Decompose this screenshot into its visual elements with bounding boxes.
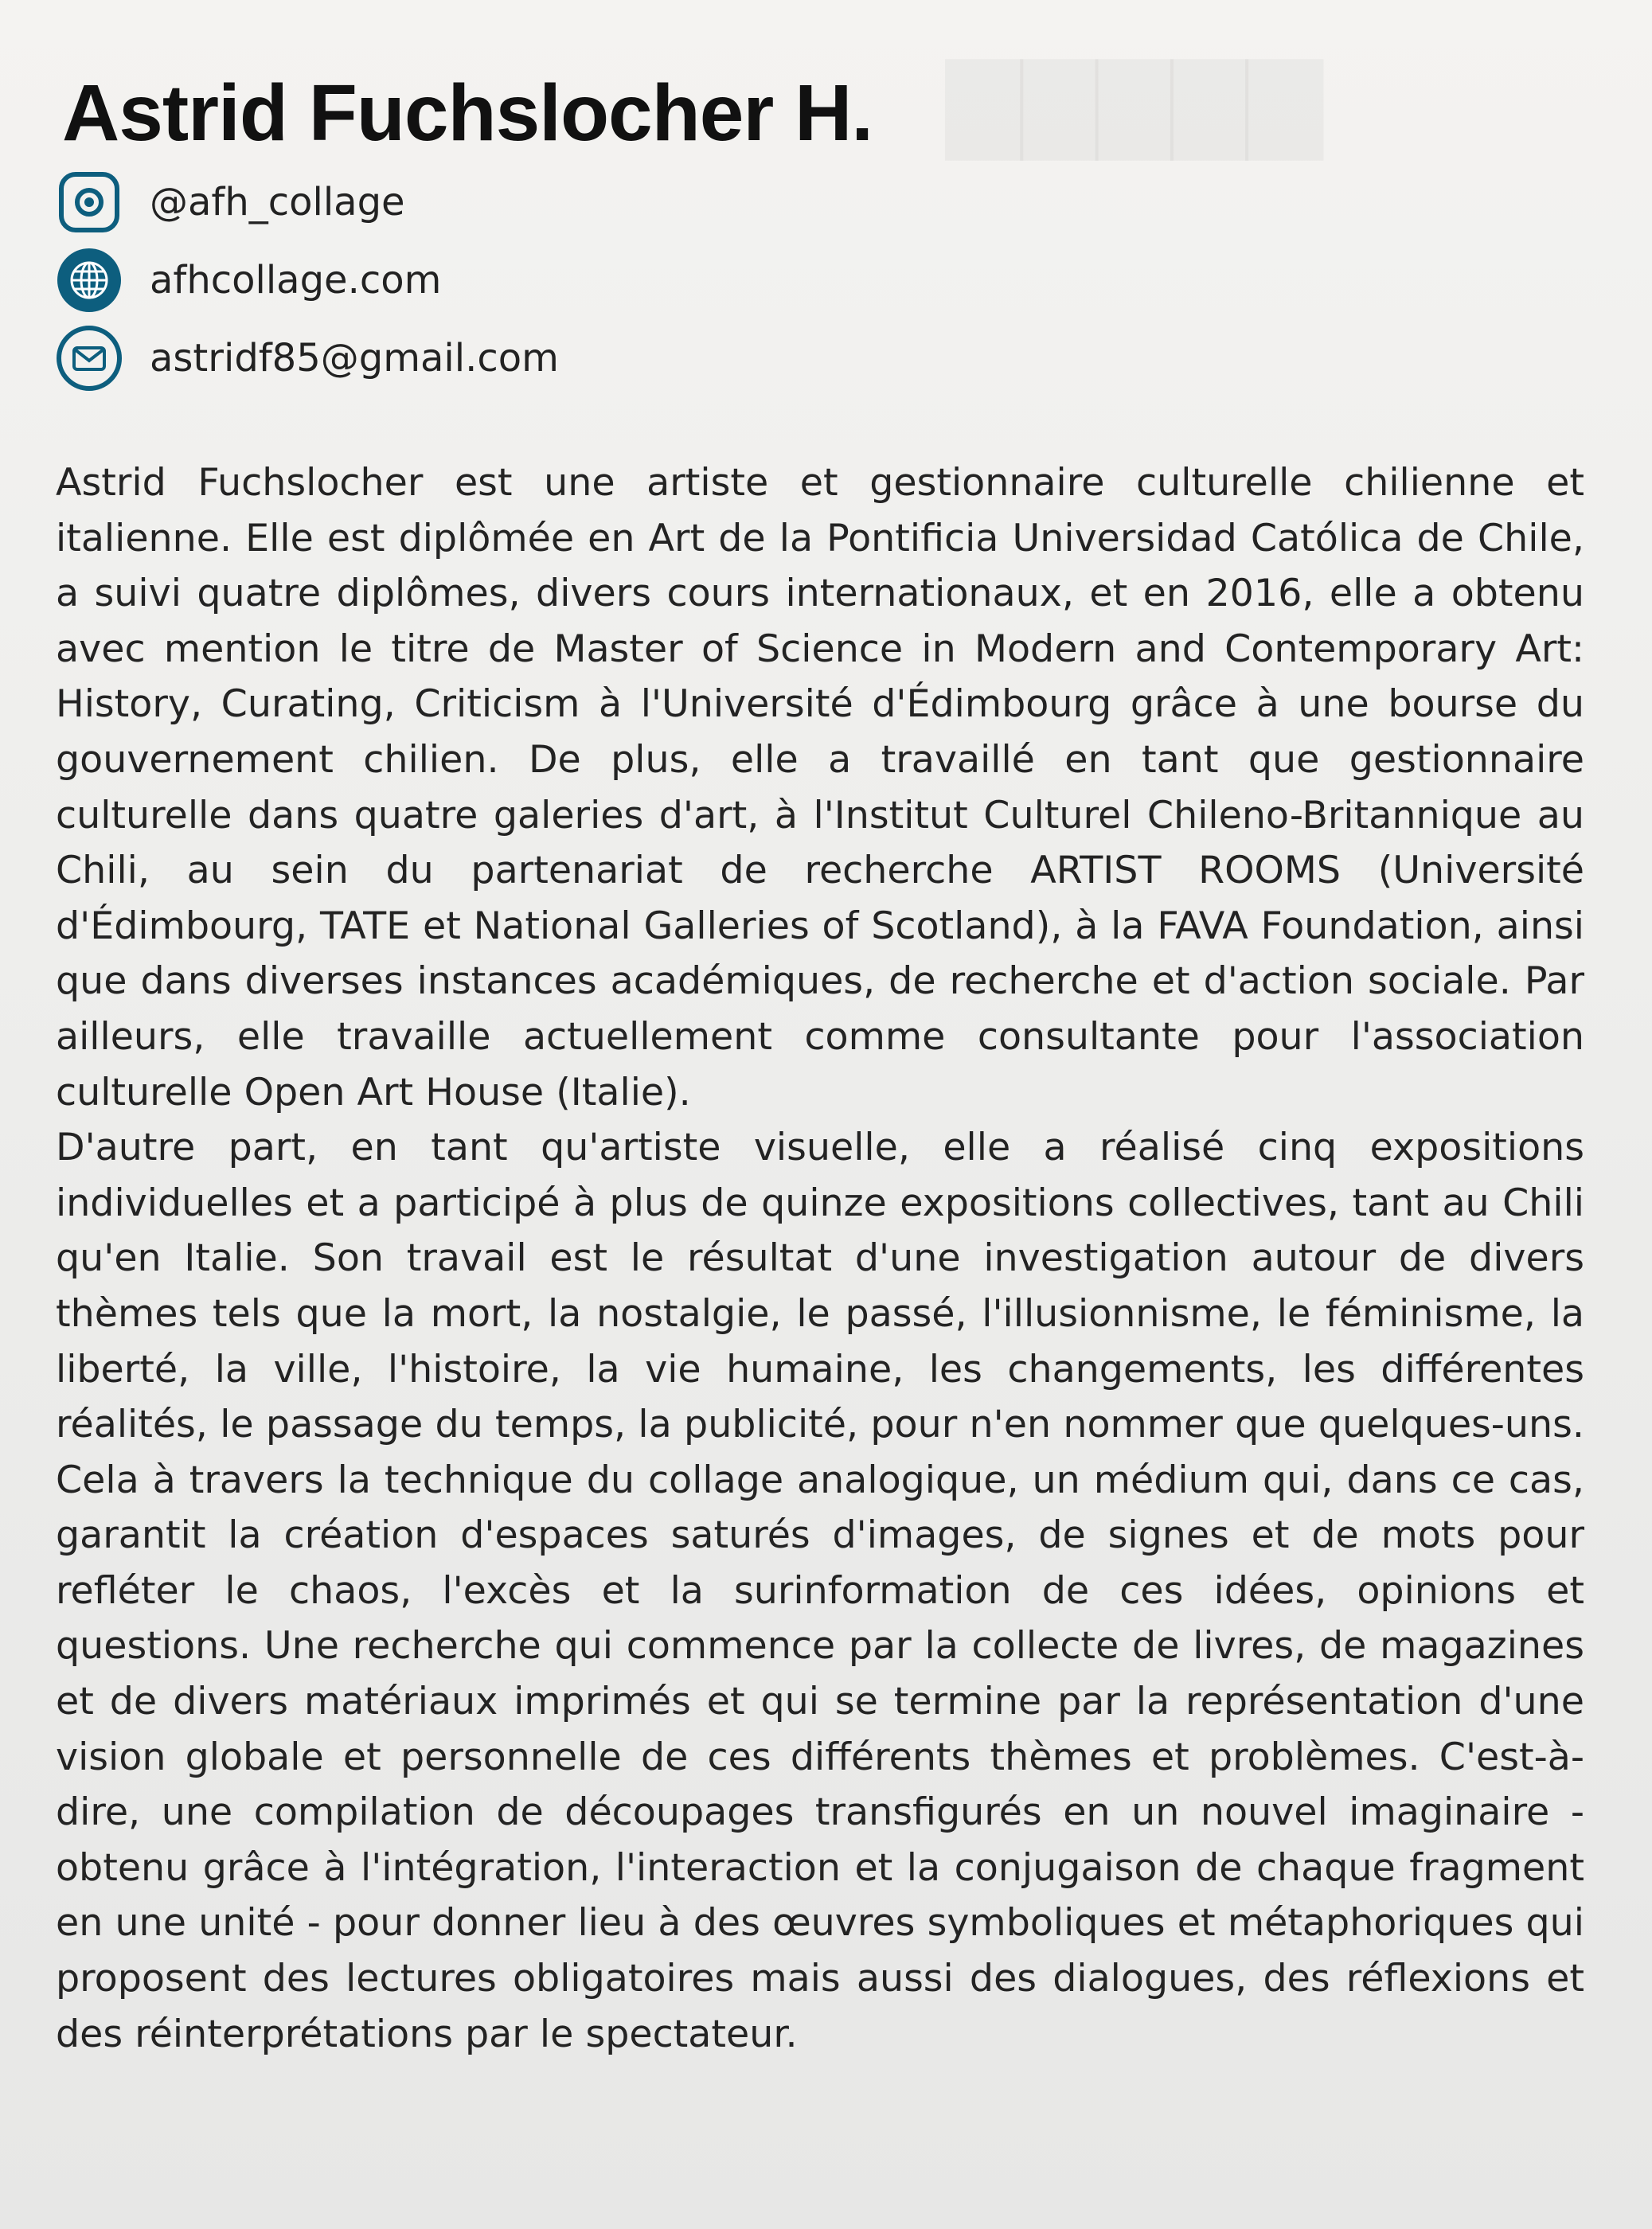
website-url: afhcollage.com: [150, 258, 442, 303]
email-address: astridf85@gmail.com: [150, 336, 559, 381]
biography: [56, 455, 1584, 2062]
globe-icon: [56, 247, 123, 314]
contact-email[interactable]: [56, 319, 559, 397]
contact-list: [56, 163, 559, 397]
artist-name: Astrid Fuchslocher H.: [62, 68, 873, 158]
mail-icon: [56, 325, 123, 392]
contact-instagram[interactable]: [56, 163, 559, 241]
bio-paragraph-1: Astrid Fuchslocher est une artiste et gestionnaire culturelle chilienne et italienne. Elle est diplômée en Art de la Pontificia Universidad Católica de Chile, a suivi quatre diplômes, divers cours internationaux, et en 2016, elle a obtenu avec mention le titre de Master of Science in Modern and Contemporary Art: History, Curating, Criticism à l'Université d'Édimbourg grâce à une bourse du gouvernement chilien. De plus, elle a travaillé en tant que gestionnaire culturelle dans quatre galeries d'art, à l'Institut Culturel Chileno-Britannique au Chili, au sein du partenariat de recherche ARTIST ROOMS (Université d'Édimbourg, TATE et National Galleries of Scotland), à la FAVA Foundation, ainsi que dans diverses instances académiques, de recherche et d'action sociale. Par ailleurs, elle travaille actuellement comme consultante pour l'association culturelle Open Art House (Italie).: [56, 461, 1584, 1114]
contact-website[interactable]: [56, 241, 559, 319]
instagram-icon: [56, 169, 123, 236]
instagram-handle: @afh_collage: [150, 180, 405, 224]
bleed-through-shadow: [947, 48, 1322, 158]
bio-paragraph-2: D'autre part, en tant qu'artiste visuelle, elle a réalisé cinq expositions individuelles et a participé à plus de quinze expositions collectives, tant au Chili qu'en Italie. Son travail est le résultat d'une investigation autour de divers thèmes tels que la mort, la nostalgie, le passé, l'illusionnisme, le féminisme, la liberté, la ville, l'histoire, la vie humaine, les changements, les différentes réalités, le passage du temps, la publicité, pour n'en nommer que quelques-uns. Cela à travers la technique du collage analogique, un médium qui, dans ce cas, garantit la création d'espaces saturés d'images, de signes et de mots pour refléter le chaos, l'excès et la surinformation de ces idées, opinions et questions. Une recherche qui commence par la collecte de livres, de magazines et de divers matériaux imprimés et qui se termine par la représentation d'une vision globale et personnelle de ces différents thèmes et problèmes. C'est-à-dire, une compilation de découpages transfigurés en un nouvel imaginaire - obtenu grâce à l'intégration, l'interaction et la conjugaison de chaque fragment en une unité - pour donner lieu à des œuvres symboliques et métaphoriques qui proposent des lectures obligatoires mais aussi des dialogues, des réflexions et des réinterprétations par le spectateur.: [56, 1126, 1584, 2056]
